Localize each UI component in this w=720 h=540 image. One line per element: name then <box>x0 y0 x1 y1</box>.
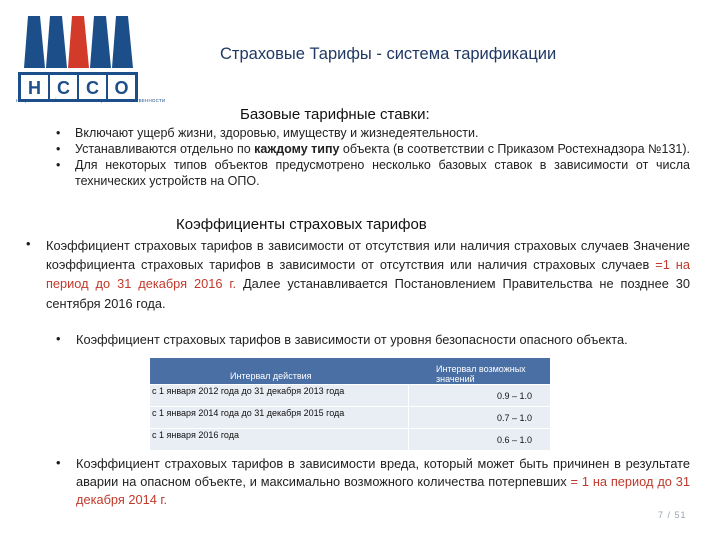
claims-text-continued: Далее устанавливается Постановлением Правительства не позднее 30 сентября 2016 года. <box>46 276 690 311</box>
period-cell: с 1 января 2016 года <box>152 430 239 440</box>
coefficients-heading: Коэффициенты страховых тарифов <box>176 216 427 233</box>
base-rates-list <box>48 125 690 189</box>
list-item: • Для некоторых типов объектов предусмотрено несколько базовых ставок в зависимости от числа технических устройств на ОПО. <box>48 157 690 189</box>
bullet-marker: • <box>56 455 61 470</box>
svg-text:С: С <box>86 78 99 98</box>
header-period: Интервал действия <box>230 371 312 381</box>
list-item: • Включают ущерб жизни, здоровью, имуществу и жизнедеятельности. <box>48 125 690 141</box>
logo-caption: НАЦИОНАЛЬНЫЙ СОЮЗ СТРАХОВЩИКОВ ОТВЕТСТВЕННОСТИ <box>16 98 166 103</box>
svg-text:Н: Н <box>28 78 41 98</box>
table-row <box>150 384 550 406</box>
claims-value-highlight: =1 на период до 31 декабря 2016 г. <box>46 257 690 292</box>
range-cell: 0.6 – 1.0 <box>497 435 533 445</box>
base-rates-heading: Базовые тарифные ставки: <box>240 106 430 123</box>
slide-title: Страховые Тарифы - система тарификации <box>220 45 557 63</box>
period-cell: с 1 января 2012 года до 31 декабря 2013 года <box>152 386 345 396</box>
period-cell: с 1 января 2014 года до 31 декабря 2015 года <box>152 408 345 418</box>
list-item: • Устанавливаются отдельно по каждому типу объекта (в соответствии с Приказом Ростехнадзора №131). <box>48 141 690 157</box>
harm-coefficient-text <box>76 455 690 509</box>
range-cell: 0.7 – 1.0 <box>497 413 533 423</box>
harm-value-highlight: = 1 на период до 31 декабря 2014 г. <box>76 474 691 507</box>
header-range: Интервал возможных значений <box>436 364 526 384</box>
range-cell: 0.9 – 1.0 <box>497 391 533 401</box>
nsso-emblem <box>14 10 166 108</box>
harm-text: Коэффициент страховых тарифов в зависимости вреда, который может быть причинен в результате аварии на опасном объекте, и максимально возможного количества потерпевших <box>76 456 690 489</box>
safety-level-text: Коэффициент страховых тарифов в зависимости от уровня безопасности опасного объекта. <box>76 332 628 347</box>
table-row <box>150 406 550 428</box>
bullet-marker: • <box>26 236 31 251</box>
svg-text:О: О <box>114 78 129 98</box>
claims-coefficient-paragraph <box>46 236 690 313</box>
nsso-logo <box>14 10 166 108</box>
table-row <box>150 428 550 450</box>
bullet-marker: • <box>56 331 61 346</box>
claims-text: Коэффициент страховых тарифов в зависимости от отсутствия или наличия страховых случаев Значение коэффициента страховых тарифов в зависимости от отсутствия или наличия страховых случаев <box>46 238 690 273</box>
emphasis-text: каждому типу <box>254 142 340 156</box>
table-header <box>150 358 550 384</box>
svg-text:С: С <box>57 78 70 98</box>
page-number: 7 / 51 <box>658 510 687 520</box>
coefficient-table <box>150 358 550 450</box>
